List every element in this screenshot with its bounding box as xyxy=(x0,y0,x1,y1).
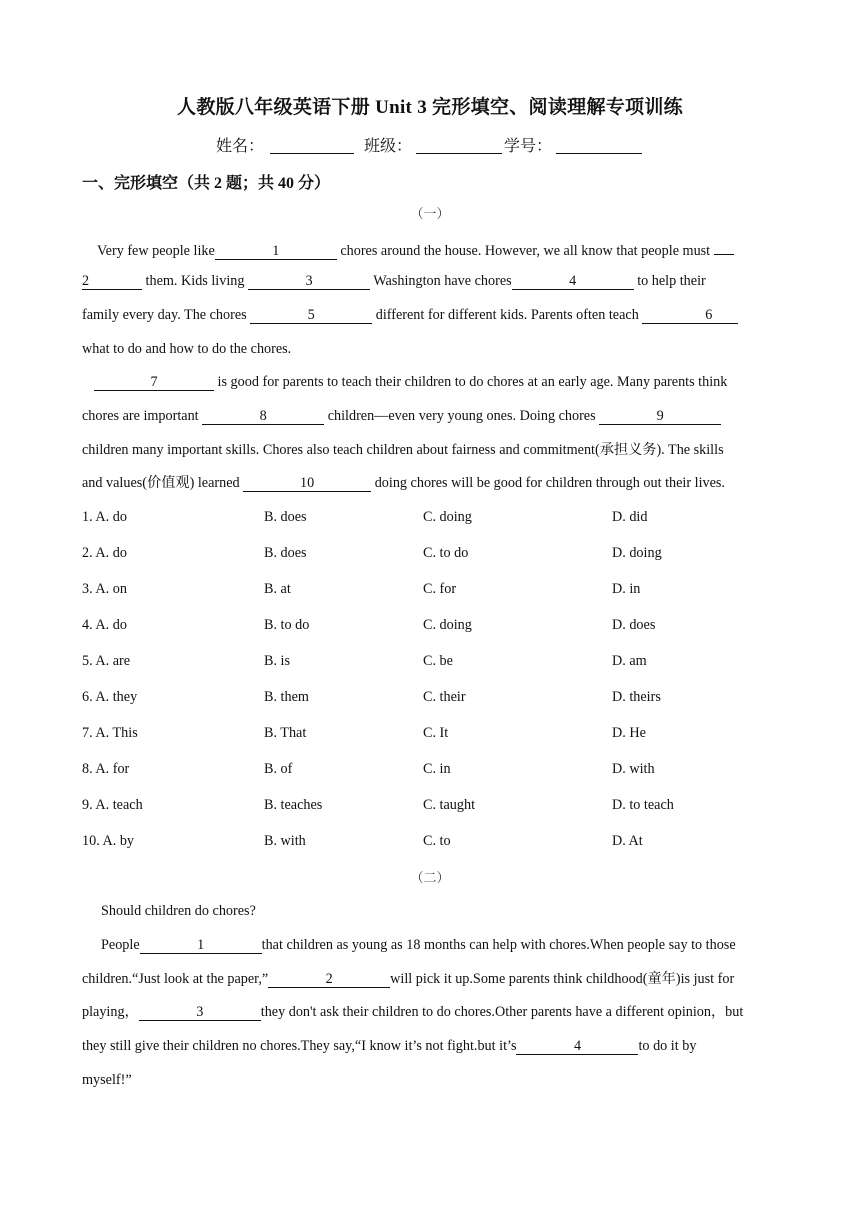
student-info-line xyxy=(0,133,860,156)
section-heading: 一、完形填空（共 2 题；共 40 分） xyxy=(82,175,331,192)
p2-blank-2[interactable]: 2 xyxy=(268,971,390,988)
blank-10[interactable]: 10 xyxy=(243,475,371,492)
option-c[interactable]: C. taught xyxy=(423,797,476,813)
option-b[interactable]: B. at xyxy=(264,581,291,597)
blank-7[interactable]: 7 xyxy=(94,374,214,391)
option-b[interactable]: B. is xyxy=(264,653,291,669)
blank-2[interactable]: 2 xyxy=(82,273,142,290)
option-row xyxy=(0,725,860,743)
option-row xyxy=(0,653,860,671)
option-d[interactable]: D. am xyxy=(612,653,647,669)
p2-blank-3[interactable]: 3 xyxy=(139,1004,261,1021)
passage1-line-1: Very few people like 1 chores around the house. However, we all know that people must xyxy=(97,238,797,260)
option-b[interactable]: B. teaches xyxy=(264,797,323,813)
option-d[interactable]: D. in xyxy=(612,581,641,597)
option-b[interactable]: B. does xyxy=(264,545,307,561)
name-label: 姓名： xyxy=(215,138,264,155)
blank-3[interactable]: 3 xyxy=(248,273,370,290)
passage1-line-5: 7 is good for parents to teach their children to do chores at an early age. Many parents think xyxy=(94,373,794,391)
blank-1[interactable]: 1 xyxy=(215,243,337,260)
option-a[interactable]: 9. A. teach xyxy=(82,797,143,813)
blank-4[interactable]: 4 xyxy=(512,273,634,290)
id-blank[interactable] xyxy=(556,137,642,154)
option-row xyxy=(0,509,860,527)
option-d[interactable]: D. does xyxy=(612,617,656,633)
passage2-line-2: children.“Just look at the paper,” 2 will pick it up.Some parents think childhood(童年)is just for xyxy=(82,971,735,987)
option-a[interactable]: 4. A. do xyxy=(82,617,127,633)
blank-6[interactable]: 6 xyxy=(642,307,738,324)
option-c[interactable]: C. It xyxy=(423,725,449,741)
option-b[interactable]: B. That xyxy=(264,725,307,741)
passage2-line-5: myself!” xyxy=(82,1072,132,1088)
passage1-line-4: what to do and how to do the chores. xyxy=(82,341,292,357)
class-blank[interactable] xyxy=(416,137,502,154)
blank-8[interactable]: 8 xyxy=(202,408,324,425)
option-a[interactable]: 2. A. do xyxy=(82,545,127,561)
option-d[interactable]: D. to teach xyxy=(612,797,674,813)
name-blank[interactable] xyxy=(270,137,354,154)
option-row xyxy=(0,797,860,815)
option-a[interactable]: 5. A. are xyxy=(82,653,131,669)
document-title: 人教版八年级英语下册 Unit 3 完形填空、阅读理解专项训练 xyxy=(177,97,683,118)
option-c[interactable]: C. for xyxy=(423,581,457,597)
option-b[interactable]: B. of xyxy=(264,761,293,777)
option-row xyxy=(0,581,860,599)
option-d[interactable]: D. doing xyxy=(612,545,662,561)
option-a[interactable]: 1. A. do xyxy=(82,509,127,525)
option-c[interactable]: C. their xyxy=(423,689,466,705)
option-row xyxy=(0,761,860,779)
option-b[interactable]: B. does xyxy=(264,509,307,525)
option-c[interactable]: C. be xyxy=(423,653,453,669)
option-a[interactable]: 3. A. on xyxy=(82,581,127,597)
option-c[interactable]: C. to do xyxy=(423,545,469,561)
part-two-label: （二） xyxy=(410,870,450,885)
passage2-line-3: playing， 3 they don't ask their children to do chores.Other parents have a different opinion，but xyxy=(82,1004,744,1020)
option-d[interactable]: D. theirs xyxy=(612,689,661,705)
option-a[interactable]: 10. A. by xyxy=(82,833,135,849)
option-d[interactable]: D. with xyxy=(612,761,655,777)
passage1-line-3: family every day. The chores 5 different for different kids. Parents often teach 6 xyxy=(82,306,782,324)
blank-5[interactable]: 5 xyxy=(250,307,372,324)
option-a[interactable]: 6. A. they xyxy=(82,689,138,705)
passage2-line-4: they still give their children no chores.They say,“I know it’s not fight.but it’s 4 to do it by xyxy=(82,1038,697,1054)
option-a[interactable]: 7. A. This xyxy=(82,725,138,741)
blank-9[interactable]: 9 xyxy=(599,408,721,425)
option-b[interactable]: B. to do xyxy=(264,617,310,633)
option-row xyxy=(0,833,860,851)
p2-blank-4[interactable]: 4 xyxy=(516,1038,638,1055)
option-row xyxy=(0,545,860,563)
option-c[interactable]: C. doing xyxy=(423,509,472,525)
passage2-title: Should children do chores? xyxy=(101,903,256,919)
p2-blank-1[interactable]: 1 xyxy=(140,937,262,954)
option-d[interactable]: D. At xyxy=(612,833,643,849)
passage1-line-2: 2 them. Kids living 3 Washington have chores 4 to help their xyxy=(82,273,706,289)
option-d[interactable]: D. did xyxy=(612,509,648,525)
blank-2-start[interactable] xyxy=(714,238,734,255)
passage2-line-1: People 1 that children as young as 18 months can help with chores.When people say to those xyxy=(101,937,736,953)
passage1-line-6: chores are important 8 children—even very young ones. Doing chores 9 xyxy=(82,407,782,425)
class-label: 班级： xyxy=(363,138,412,155)
option-a[interactable]: 8. A. for xyxy=(82,761,130,777)
option-row xyxy=(0,617,860,635)
option-d[interactable]: D. He xyxy=(612,725,646,741)
part-one-label: （一） xyxy=(410,206,450,221)
passage1-line-7: children many important skills. Chores also teach children about fairness and commitment(承担义务). The skills xyxy=(82,442,724,458)
option-b[interactable]: B. with xyxy=(264,833,306,849)
id-label: 学号： xyxy=(504,138,553,155)
option-row xyxy=(0,689,860,707)
option-c[interactable]: C. to xyxy=(423,833,451,849)
option-c[interactable]: C. in xyxy=(423,761,451,777)
option-b[interactable]: B. them xyxy=(264,689,309,705)
option-c[interactable]: C. doing xyxy=(423,617,472,633)
passage1-line-8: and values(价值观) learned 10 doing chores will be good for children through out their lives. xyxy=(82,475,725,491)
